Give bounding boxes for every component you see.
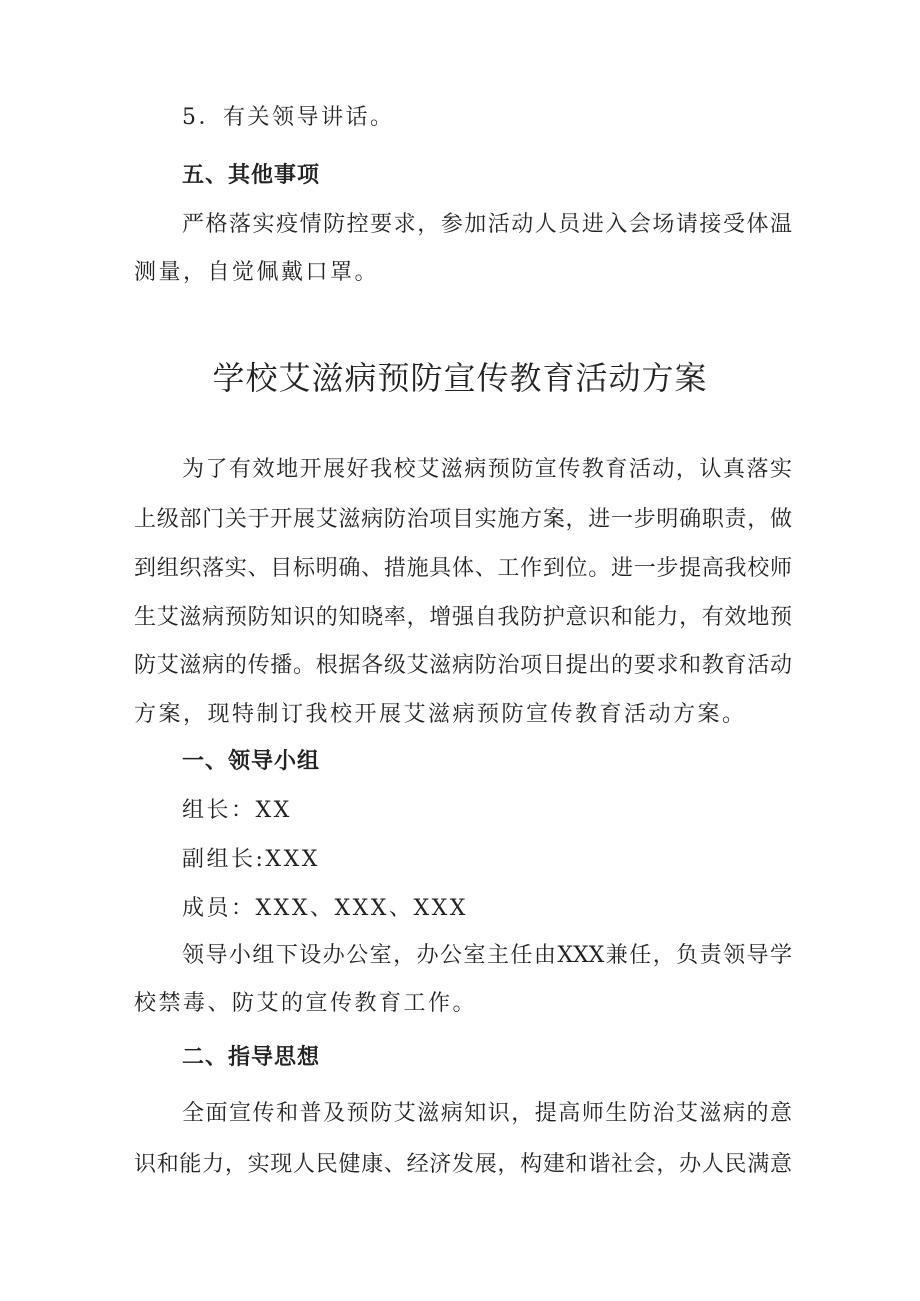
section-heading-other-matters: 五、其他事项 (182, 163, 321, 188)
group-deputy-leader: 副组长:XXX (182, 847, 320, 872)
list-item-5: 5．有关领导讲话。 (182, 105, 395, 130)
paragraph-line: 测量，自觉佩戴口罩。 (134, 260, 380, 285)
office-paragraph-line: 领导小组下设办公室，办公室主任由XXX兼任，负责领导学 (182, 943, 792, 968)
group-leader: 组长：XX (182, 798, 292, 823)
office-paragraph-line: 校禁毒、防艾的宣传教育工作。 (134, 991, 478, 1016)
section-heading-guiding-ideology: 二、指导思想 (182, 1045, 321, 1070)
intro-paragraph-line: 防艾滋病的传播。根据各级艾滋病防治项日提出的要求和教育活动 (134, 653, 792, 678)
intro-paragraph-line: 生艾滋病预防知识的知晓率，增强自我防护意识和能力，有效地预 (134, 605, 792, 630)
intro-paragraph-line: 方案，现特制订我校开展艾滋病预防宣传教育活动方案。 (134, 702, 747, 727)
intro-paragraph-line: 为了有效地开展好我校艾滋病预防宣传教育活动，认真落实 (182, 457, 792, 482)
section-heading-leadership-group: 一、领导小组 (182, 749, 321, 774)
paragraph-line: 严格落实疫情防控要求，参加活动人员进入会场请接受体温 (182, 212, 792, 237)
intro-paragraph-line: 到组织落实、目标明确、措施具体、工作到位。进一步提高我校师 (134, 556, 792, 581)
intro-paragraph-line: 上级部门关于开展艾滋病防治项目实施方案，进一步明确职责，做 (134, 507, 792, 532)
group-members: 成员：XXX、XXX、XXX (182, 896, 468, 921)
guiding-paragraph-line: 识和能力，实现人民健康、经济发展，构建和谐社会，办人民满意 (134, 1152, 792, 1177)
document-title: 学校艾滋病预防宣传教育活动方案 (212, 359, 708, 397)
guiding-paragraph-line: 全面宣传和普及预防艾滋病知识，提高师生防治艾滋病的意 (182, 1101, 792, 1126)
